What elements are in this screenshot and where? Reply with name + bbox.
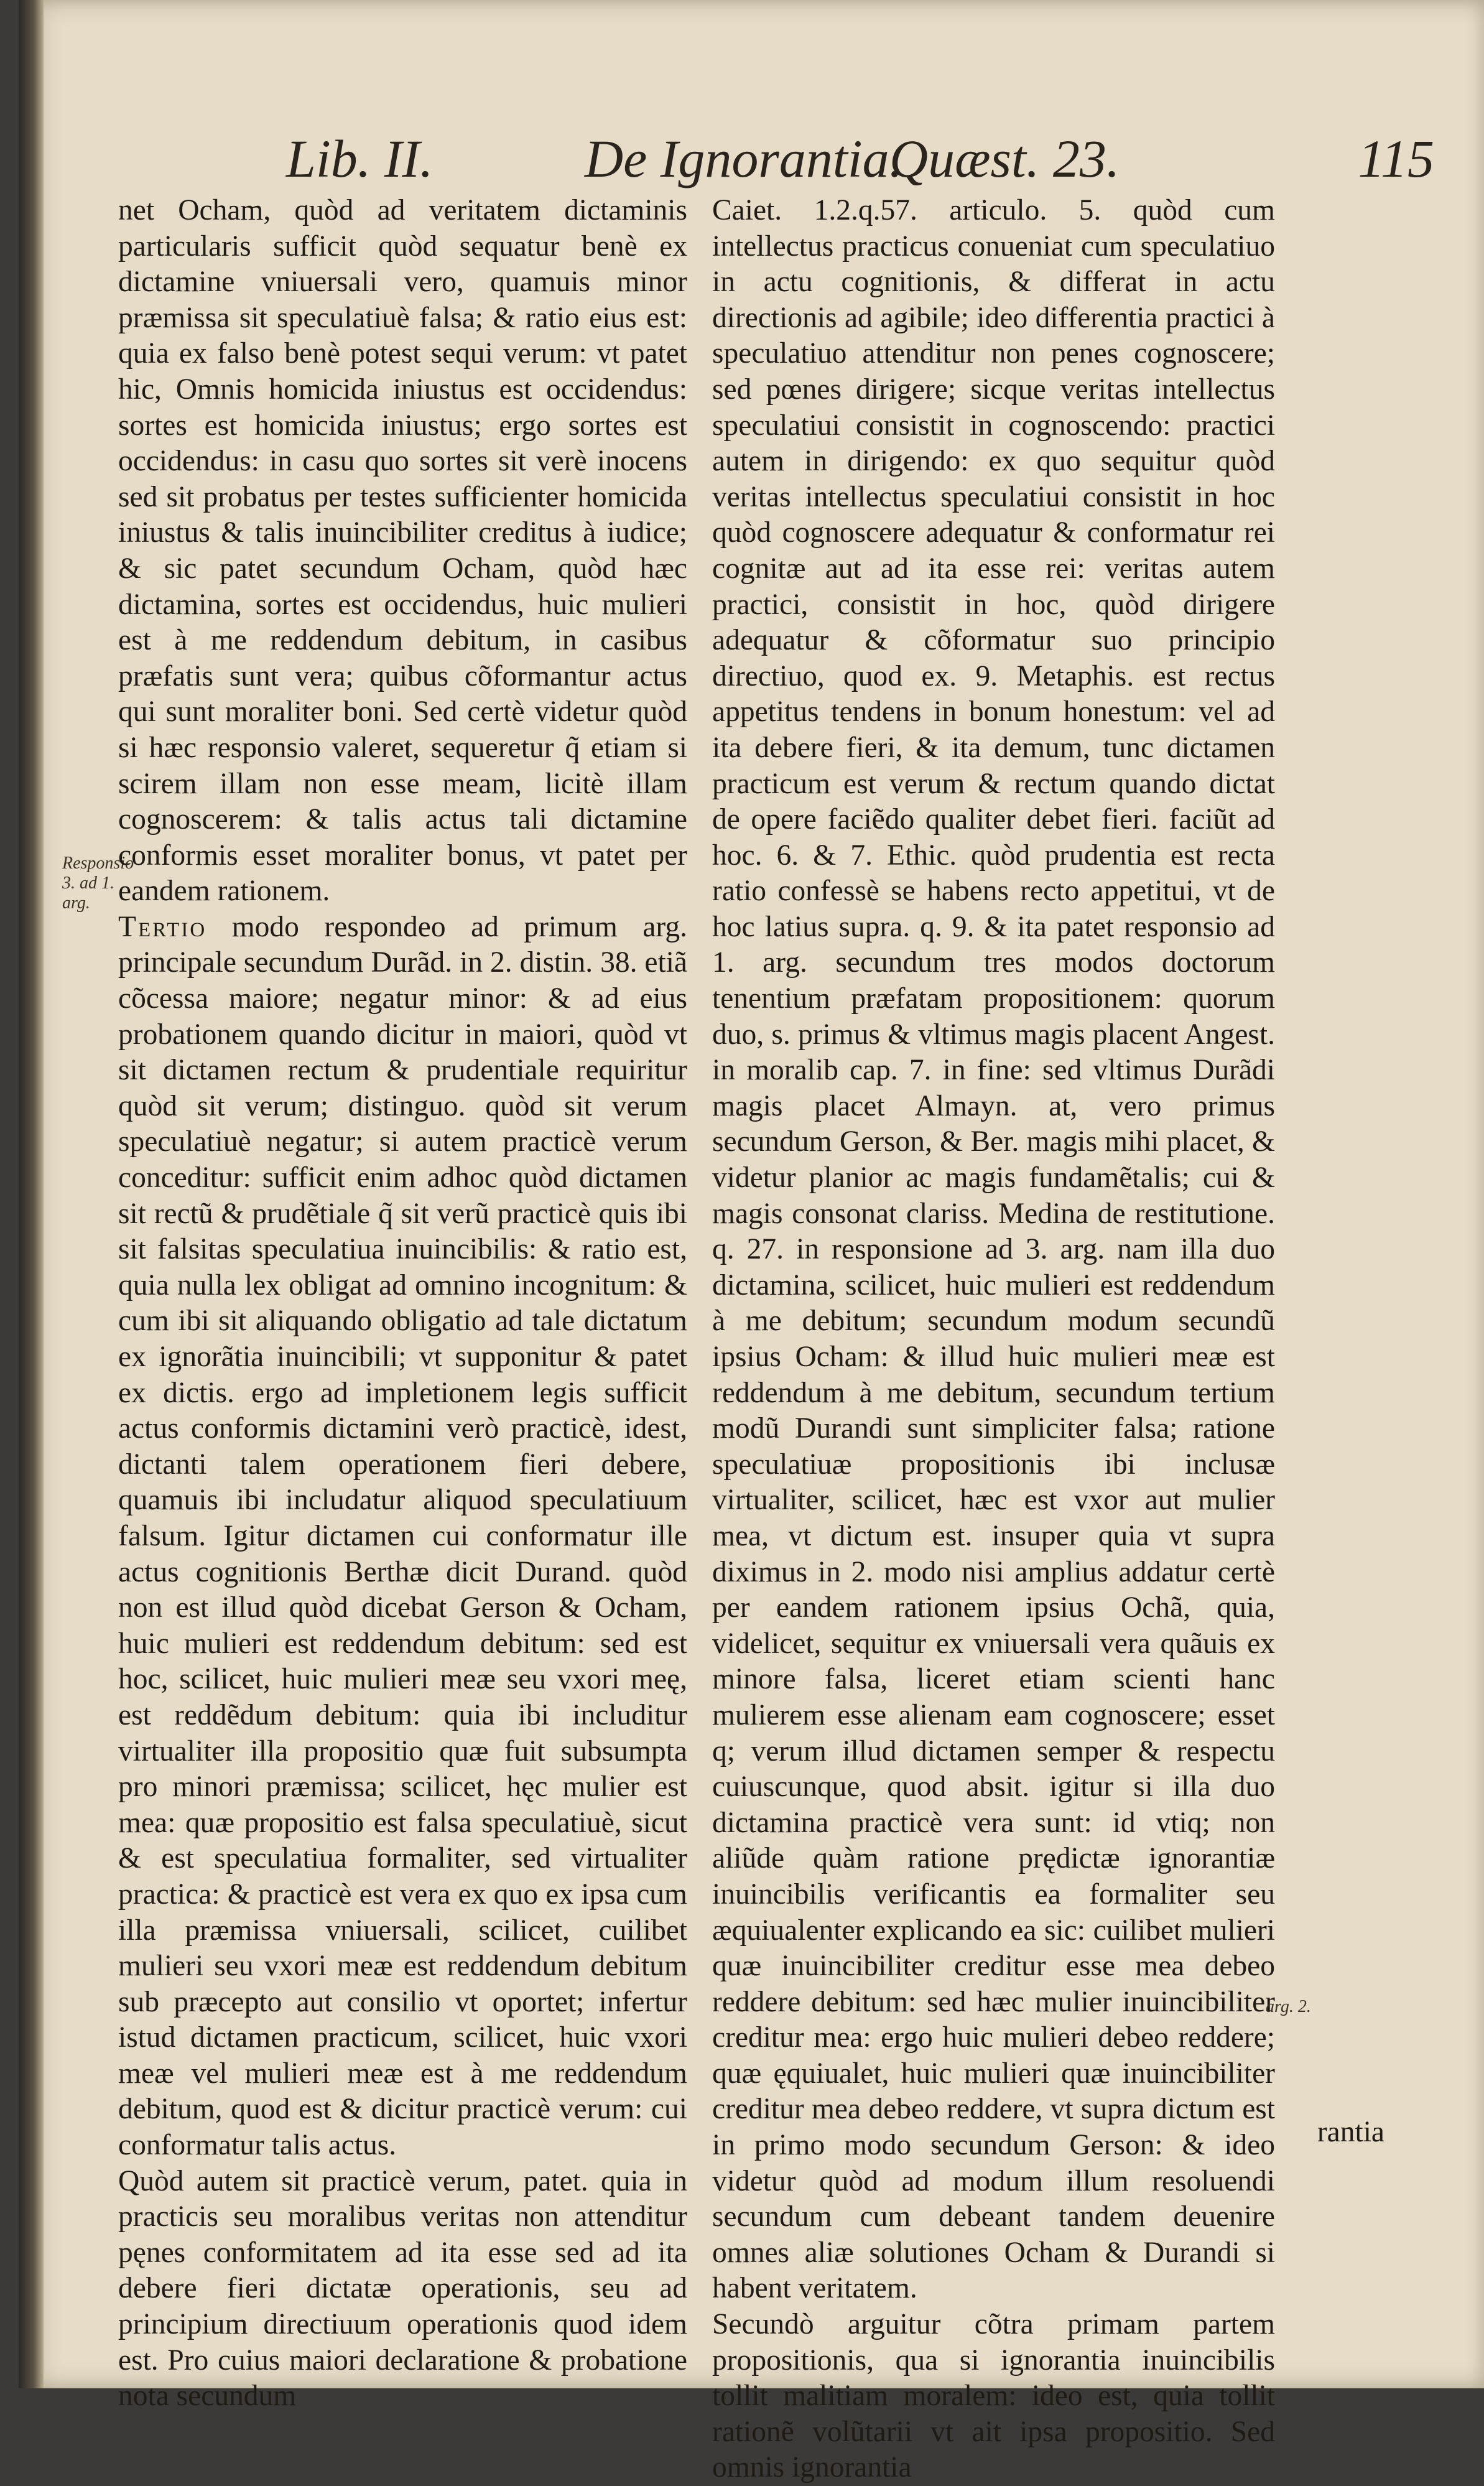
paragraph: net Ocham, quòd ad veritatem dictaminis particularis sufficit quòd sequatur benè ex dictamine vniuersali vero, quamuis minor præmissa sit speculatiuè falsa; & ratio eius est: quia ex falso benè potest sequi verum: vt patet hic, Omnis homicida iniustus est occidendus: sortes est homicida iniustus; ergo sortes est occidendus: in casu quo sortes sit verè inocens sed sit probatus per testes sufficienter homicida iniustus & talis inuincibiliter creditus à iudice; & sic patet secundum Ocham, quòd hæc dictamina, sortes est occidendus, huic mulieri est à me reddendum debitum, in casibus præfatis sunt vera; quibus cõformantur actus qui sunt moraliter boni. Sed certè videtur quòd si hæc responsio valeret, sequeretur q̃ etiam si scirem illam non esse meam, licitè illam cognoscerem: & talis actus tali dictamine conformis esset moraliter bonus, vt patet per eandem rationem. [118, 194, 687, 908]
left-column [118, 193, 687, 2414]
header-question: Quæst. 23. [889, 129, 1120, 189]
folio-number: 115 [1358, 129, 1434, 189]
tertio-word: Tertio [118, 910, 207, 943]
right-column [712, 193, 1275, 2486]
page-gutter [19, 0, 44, 2388]
margin-note-left: Responsio 3. ad 1. arg. [62, 854, 134, 913]
margin-note-right: arg. 2. [1266, 1997, 1311, 2016]
header-title: De Ignorantia. [585, 129, 903, 189]
running-header [93, 128, 1434, 196]
header-book-number: Lib. II. [286, 129, 434, 189]
book-page [19, 0, 1484, 2484]
paragraph: Caiet. 1.2.q.57. articulo. 5. quòd cum intellectus practicus conueniat cum speculatiuo in actu cognitionis, & differat in actu directionis ad agibile; ideo differentia practici à speculatiuo attenditur non penes cognoscere; sed pœnes dirigere; sicque veritas intellectus speculatiui consistit in cognoscendo: practici autem in dirigendo: ex quo sequitur quòd veritas intellectus speculatiui consistit in hoc quòd cognoscere adequatur & conformatur rei cognitæ aut ad ita esse rei: veritas autem practici, consistit in hoc, quòd dirigere adequatur & cõformatur suo principio directiuo, quod ex. 9. Metaphis. est rectus appetitus tendens in bonum honestum: vel ad ita debere fieri, & ita demum, tunc dictamen practicum est verum & rectum quando dictat de opere faciẽdo qualiter debet fieri. faciũt ad hoc. 6. & 7. Ethic. quòd prudentia est recta ratio confessè se habens recto appetitui, vt de hoc latius supra. q. 9. & ita patet responsio ad 1. arg. secundum tres modos doctorum tenentium præfatam propositionem: quorum duo, s. primus & vltimus magis placent Angest. in moralib cap. 7. in fine: sed vltimus Durãdi magis placet Almayn. at, vero primus secundum Gerson, & Ber. magis mihi placet, & videtur planior ac magis fundamẽtalis; cui & magis consonat clariss. Medina de restitutione. q. 27. in responsione ad 3. arg. nam illa duo dictamina, scilicet, huic mulieri est reddendum à me debitum; secundum modum secundũ ipsius Ocham: & illud huic mulieri meæ est reddendum à me debitum, secundum tertium modũ Durandi sunt simpliciter falsa; ratione speculatiuæ propositionis ibi inclusæ virtualiter, scilicet, hæc est vxor aut mulier mea, vt dictum est. insuper quia vt supra diximus in 2. modo nisi amplius addatur certè per eandem rationem ipsius Ochã, quia, videlicet, sequitur ex vniuersali vera quãuis ex minore falsa, liceret etiam scienti hanc mulierem esse alienam eam cognoscere; esset q; verum illud dictamen semper & respectu cuiuscunque, quod absit. igitur si illa duo dictamina practicè vera sunt: id vtiq; non aliũde quàm ratione prędictæ ignorantiæ inuincibilis verificantis ea formaliter seu æquiualenter explicando ea sic: cuilibet mulieri quæ inuincibiliter creditur esse mea debeo reddere debitum: sed hæc mulier inuincibiliter creditur mea: ergo huic mulieri debeo reddere; quæ ęquiualet, huic mulieri quæ inuincibiliter creditur mea debeo reddere, vt supra dictum est in primo modo secundum Gerson: & ideo videtur quòd ad modum illum resoluendi secundum cum debeant tandem deuenire omnes aliæ solutiones Ocham & Durandi si habent veritatem. [712, 194, 1275, 2305]
paragraph: Secundò arguitur cõtra primam partem propositionis, qua si ignorantia inuincibilis tollit malitiam moralem: ideo est, quia tollit rationẽ volũtarii vt ait ipsa propositio. Sed omnis ignorantia [712, 2308, 1275, 2484]
paragraph-text: modo respondeo ad primum arg. principale secundum Durãd. in 2. distin. 38. etiã cõcessa maiore; negatur minor: & ad eius probationem quando dicitur in maiori, quòd vt sit dictamen rectum & prudentiale requiritur quòd sit verum; distinguo. quòd sit verum speculatiuè negatur; si autem practicè verum conceditur: sufficit enim adhoc quòd dictamen sit rectũ & prudẽtiale q̃ sit verũ practicè quis ibi sit falsitas speculatiua inuincibilis: & ratio est, quia nulla lex obligat ad omnino incognitum: & cum ibi sit aliquando obligatio ad tale dictatum ex ignorãtia inuincibili; vt supponitur & patet ex dictis. ergo ad impletionem legis sufficit actus conformis dictamini verò practicè, idest, dictanti talem operationem fieri debere, quamuis ibi includatur aliquod speculatiuum falsum. Igitur dictamen cui conformatur ille actus cognitionis Berthæ dicit Durand. quòd non est illud quòd dicebat Gerson & Ocham, huic mulieri est reddendum debitum: sed est hoc, scilicet, huic mulieri meæ seu vxori meę, est reddẽdum debitum: quia ibi includitur virtualiter illa propositio quæ fuit subsumpta pro minori præmissa; scilicet, hęc mulier est mea: quæ propositio est falsa speculatiuè, sicut & est speculatiua formaliter, sed virtualiter practica: & practicè est vera ex quo ex ipsa cum illa præmissa vniuersali, scilicet, cuilibet mulieri seu vxori meæ est reddendum debitum sub præcepto aut consilio vt oportet; infertur istud dictamen practicum, scilicet, huic vxori meæ vel mulieri meæ est à me reddendum debitum, quod est & dicitur practicè verum: cui conformatur talis actus. [118, 910, 687, 2162]
catchword: rantia [1317, 2116, 1384, 2148]
paragraph [118, 910, 687, 2164]
paragraph: Quòd autem sit practicè verum, patet. quia in practicis seu moralibus veritas non attenditur pęnes conformitatem ad ita esse sed ad ita debere fieri dictatæ operationis, seu ad principium directiuum operationis quod idem est. Pro cuius maiori declaratione & probatione nota secundum [118, 2164, 687, 2413]
